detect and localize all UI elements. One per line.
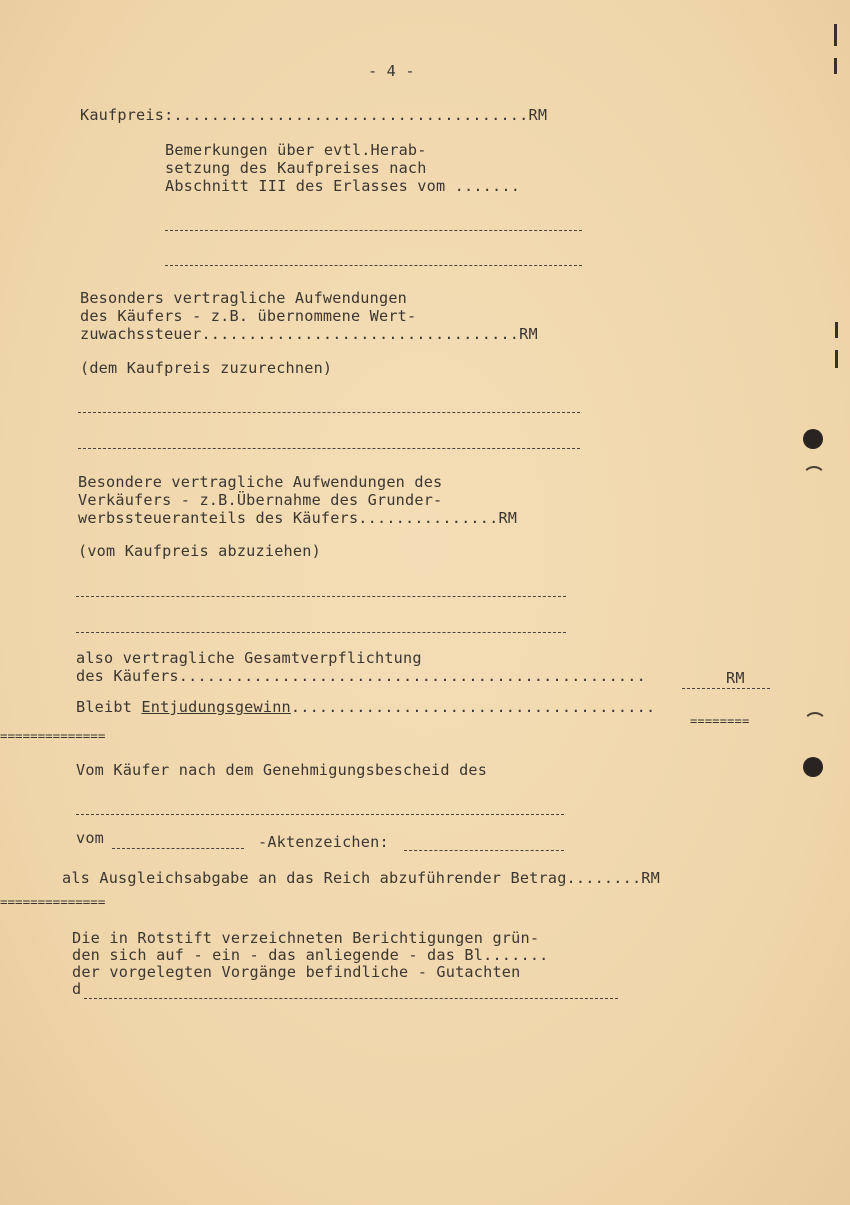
bemerkungen-line-2: setzung des Kaufpreises nach [165, 159, 427, 177]
bleibt-label: Bleibt [76, 698, 142, 716]
kaeufer-line-2: des Käufers - z.B. übernommene Wert- [80, 307, 417, 325]
aktenzeichen-label: -Aktenzeichen: [258, 833, 389, 851]
blank-line [165, 265, 582, 266]
verkaeufer-line-1: Besondere vertragliche Aufwendungen des [78, 473, 443, 491]
vom-label: vom [76, 829, 105, 847]
rotstift-line-2: den sich auf - ein - das anliegende - das Bl....... [72, 946, 549, 964]
bleibt-dots: ....................................... [290, 698, 656, 716]
entjudungsgewinn: Entjudungsgewinn [141, 698, 291, 716]
bleibt-line [76, 699, 655, 716]
double-rule-left-2: ============== [0, 894, 106, 909]
blank-line [165, 230, 582, 231]
punch-hole-mark-bottom [803, 712, 827, 736]
margin-mark [835, 322, 838, 338]
kaeufer-line-3: zuwachssteuer..................................RM [80, 325, 538, 343]
margin-mark [834, 24, 837, 46]
verkaeufer-note: (vom Kaufpreis abzuziehen) [78, 542, 321, 560]
bemerkungen-line-1: Bemerkungen über evtl.Herab- [165, 141, 427, 159]
blank-line [78, 448, 580, 449]
gesamt-line-1: also vertragliche Gesamtverpflichtung [76, 649, 422, 667]
gesamt-underline [682, 688, 770, 689]
aktenzeichen-blank [404, 850, 564, 851]
gesamt-line-2: des Käufers.................................................. [76, 667, 646, 685]
margin-mark [834, 58, 837, 74]
bemerkungen-line-3: Abschnitt III des Erlasses vom ....... [165, 177, 521, 195]
rotstift-line-3: der vorgelegten Vorgänge befindliche - Gutachten [72, 963, 521, 981]
blank-line [76, 632, 566, 633]
rotstift-line-4: d [72, 980, 82, 998]
page-number: - 4 - [368, 62, 415, 80]
gesamt-rm: RM [726, 669, 745, 687]
verkaeufer-line-2: Verkäufers - z.B.Übernahme des Grunder- [78, 491, 443, 509]
blank-line [84, 998, 618, 999]
blank-line [78, 412, 580, 413]
double-rule-left-1: ============== [0, 728, 106, 743]
kaeufer-note: (dem Kaufpreis zuzurechnen) [80, 359, 333, 377]
ausgleich-line: als Ausgleichsabgabe an das Reich abzuführender Betrag........RM [62, 869, 660, 887]
blank-line [76, 596, 566, 597]
vom-blank [112, 848, 244, 849]
rotstift-line-1: Die in Rotstift verzeichneten Berichtigungen grün- [72, 929, 540, 947]
kaufpreis-line: Kaufpreis:......................................RM [80, 106, 548, 124]
punch-hole-mark-top [802, 466, 826, 490]
kaeufer-line-1: Besonders vertragliche Aufwendungen [80, 289, 408, 307]
blank-line [76, 814, 564, 815]
punch-hole-top [803, 429, 823, 449]
margin-mark [835, 350, 838, 368]
vom-kaeufer-line: Vom Käufer nach dem Genehmigungsbescheid des [76, 761, 488, 779]
bleibt-double-rule: ======== [690, 714, 750, 728]
punch-hole-bottom [803, 757, 823, 777]
verkaeufer-line-3: werbssteueranteils des Käufers...............RM [78, 509, 518, 527]
